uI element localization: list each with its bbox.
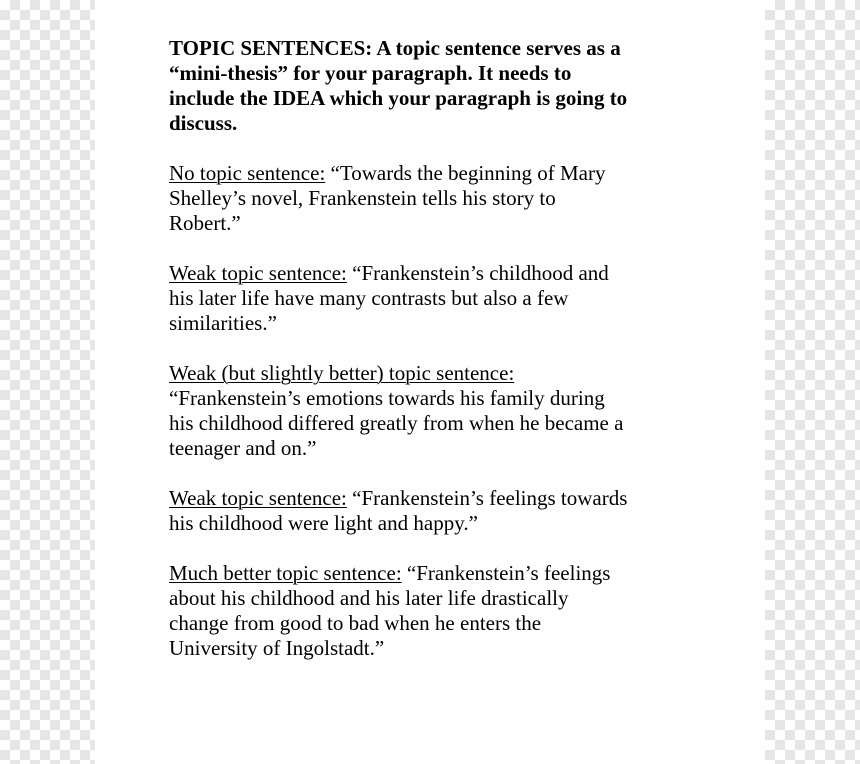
example-weak-topic-sentence-1 xyxy=(169,261,729,336)
example-first-line xyxy=(169,361,729,386)
example-line: Robert.” xyxy=(169,211,241,235)
example-line: about his childhood and his later life drastically xyxy=(169,586,569,610)
example-line: change from good to bad when he enters the xyxy=(169,611,542,635)
example-much-better xyxy=(169,561,729,661)
example-no-topic-sentence xyxy=(169,161,729,236)
example-line: similarities.” xyxy=(169,311,277,335)
example-weak-slightly-better xyxy=(169,361,729,461)
example-label: No topic sentence: xyxy=(169,161,326,185)
example-label: Weak topic sentence: xyxy=(169,486,347,510)
example-first-line xyxy=(169,561,729,586)
example-label: Much better topic sentence: xyxy=(169,561,402,585)
example-label: Weak topic sentence: xyxy=(169,261,347,285)
example-text: “Frankenstein’s childhood and xyxy=(346,261,609,285)
heading-line: include the IDEA which your paragraph is going to xyxy=(169,86,628,110)
example-text: “Frankenstein’s feelings towards xyxy=(346,486,628,510)
document-content xyxy=(169,36,729,661)
document-page xyxy=(95,0,765,764)
example-first-line xyxy=(169,261,729,286)
example-text: “Towards the beginning of Mary xyxy=(325,161,606,185)
example-line: University of Ingolstadt.” xyxy=(169,636,385,660)
left-margin-pattern xyxy=(0,0,95,764)
heading-line: “mini-thesis” for your paragraph. It needs to xyxy=(169,61,572,85)
example-line: teenager and on.” xyxy=(169,436,317,460)
example-line: his childhood differed greatly from when he became a xyxy=(169,411,624,435)
example-first-line xyxy=(169,486,729,511)
example-weak-topic-sentence-2 xyxy=(169,486,729,536)
example-text: “Frankenstein’s feelings xyxy=(401,561,611,585)
heading-line: TOPIC SENTENCES: A topic sentence serves as a xyxy=(169,36,621,60)
example-label: Weak (but slightly better) topic sentence: xyxy=(169,361,515,385)
example-line: Shelley’s novel, Frankenstein tells his story to xyxy=(169,186,556,210)
example-first-line xyxy=(169,161,729,186)
topic-sentences-heading xyxy=(169,36,729,136)
example-line: his childhood were light and happy.” xyxy=(169,511,478,535)
right-margin-pattern xyxy=(765,0,860,764)
example-line: his later life have many contrasts but also a few xyxy=(169,286,569,310)
heading-line: discuss. xyxy=(169,111,238,135)
example-line: “Frankenstein’s emotions towards his family during xyxy=(169,386,605,410)
